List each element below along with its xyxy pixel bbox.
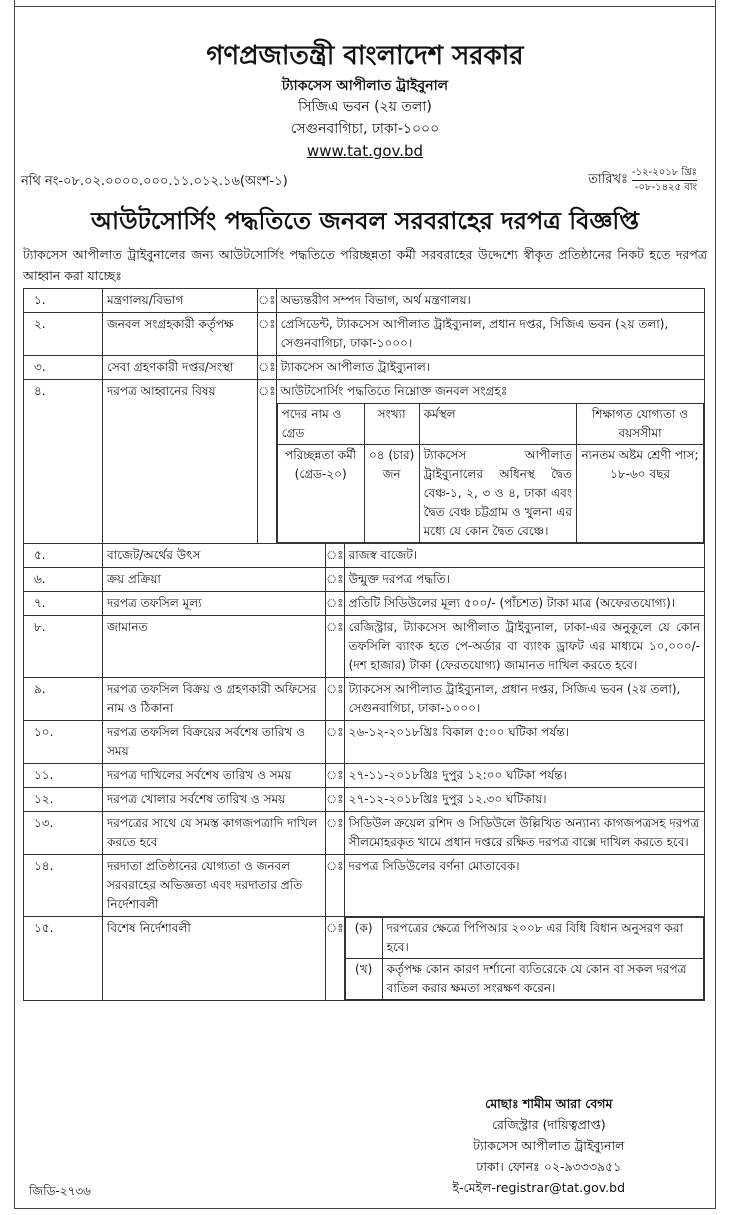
table-row — [24, 917, 705, 1001]
row-number: ৬. — [24, 568, 103, 592]
instruction-key: (খ) — [345, 959, 382, 1000]
row-number: ২. — [24, 313, 103, 356]
row-label: দরপত্র তফসিল বিক্রয় ও গ্রহণকারী অফিসের নাম ও ঠিকানা — [103, 678, 326, 721]
date-label: তারিখঃ — [588, 172, 628, 187]
row-colon: ঃ — [326, 764, 345, 788]
government-name: গণপ্রজাতন্ত্রী বাংলাদেশ সরকার — [206, 41, 524, 71]
row-label: দরপত্রের সাথে যে সমস্ত কাগজপত্রাদি দাখিল করতে হবে — [103, 812, 326, 855]
table-row — [24, 855, 705, 917]
row-colon: ঃ — [326, 788, 345, 812]
row-colon: ঃ — [326, 592, 345, 616]
row-number: ১০. — [24, 721, 103, 764]
row-value: অভ্যন্তরীণ সম্পদ বিভাগ, অর্থ মন্ত্রণালয়। — [276, 289, 704, 313]
file-number: নথি নং-০৮.০২.০০০০.০০০.১১.০১২.১৬(অংশ-১) — [21, 174, 288, 189]
row-label: দরপত্র দাখিলের সর্বশেষ তারিখ ও সময় — [103, 764, 326, 788]
instruction-key: (ক) — [345, 918, 382, 959]
row-colon: ঃ — [326, 917, 345, 1001]
post-table-row — [277, 445, 703, 543]
row-label: জামানত — [103, 616, 326, 678]
row-colon: ঃ — [326, 544, 345, 568]
header-post: পদের নাম ও গ্রেড — [277, 404, 364, 445]
row-label: সেবা গ্রহণকারী দপ্তর/সংস্থা — [103, 356, 258, 380]
row-label: দরপত্র তফসিল বিক্রয়ের সর্বশেষ তারিখ ও সময় — [103, 721, 326, 764]
office-name: ট্যাকসেস আপীলাত ট্রাইবুনাল — [281, 78, 449, 94]
row-value: ২৭-১২-২০১৮খ্রিঃ দুপুর ১২.৩০ ঘটিকায়। — [344, 788, 704, 812]
date-gregorian: -১২-২০১৮ খ্রিঃ — [632, 166, 697, 181]
table-row — [24, 289, 705, 313]
row-label: মন্ত্রণালয়/বিভাগ — [103, 289, 258, 313]
top-rule — [15, 0, 715, 7]
date-block — [588, 166, 697, 195]
notice-intro: ট্যাকসেস আপীলাত ট্রাইবুনালের জন্য আউটসোর্সিং পদ্ধতিতে পরিচ্ছন্নতা কর্মী সরবরাহের উদ্দেশ্যে স্বীকৃত প্রতিষ্ঠানের নিকট হতে দরপত্র আহ্বান করা যাচ্ছেঃ — [23, 247, 707, 283]
row-number: ১৪. — [24, 855, 103, 917]
instruction-text: কর্তৃপক্ষ কোন কারণ দর্শানো ব্যতিরেকে যে কোন বা সকল দরপত্র বাতিল করার ক্ষমতা সংরক্ষণ করেন। — [382, 959, 703, 1000]
signatory-office: ট্যাকসেস আপীলাত ট্রাইব্যুনাল — [473, 1138, 625, 1153]
post-count: ০৪ (চার) জন — [364, 445, 419, 543]
header-place: কর্মস্থল — [419, 404, 576, 445]
row-label: ক্রয় প্রক্রিয়া — [103, 568, 326, 592]
row-number: ১. — [24, 289, 103, 313]
post-table — [277, 403, 704, 543]
signatory-designation: রেজিস্ট্রার (দায়িত্বপ্রাপ্ত) — [491, 1117, 606, 1132]
signatory-name: মোছাঃ শামীম আরা বেগম — [485, 1096, 613, 1111]
row-value — [344, 917, 704, 1001]
row-value: ট্যাকসেস আপীলাত ট্রাইব্যুনাল, প্রধান দপ্তর, সিজিএ ভবন (২য় তলা), সেগুনবাগিচা, ঢাকা-১০০০। — [344, 678, 704, 721]
post-place: ট্যাকসেস আপীলাত ট্রাইব্যুনালের অধিনস্থ দ্বৈত বেঞ্চ-১, ২, ৩ ও ৪, ঢাকা এবং দ্বৈত বেঞ্চ চট্টগ্রাম ও খুলনা এর মধ্যে যে কোন দ্বৈত বেঞ্চে। — [419, 445, 576, 543]
table-row — [24, 568, 705, 592]
gd-number: জিডি-২৭৩৬ — [29, 1184, 91, 1198]
table-row — [24, 788, 705, 812]
row-number: ৪. — [24, 380, 103, 544]
row-label: বাজেট/অর্থের উৎস — [103, 544, 326, 568]
row-value — [276, 380, 704, 544]
table-row — [24, 678, 705, 721]
row-value: ট্যাকসেস আপীলাত ট্রাইব্যুনাল। — [276, 356, 704, 380]
instruction-item — [345, 959, 703, 1000]
row-number: ১২. — [24, 788, 103, 812]
building-name: সিজিএ ভবন (২য় তলা) — [298, 99, 432, 115]
notice-title: আউটসোর্সিং পদ্ধতিতে জনবল সরবরাহের দরপত্র বিজ্ঞপ্তি — [90, 207, 640, 235]
website-link[interactable]: www.tat.gov.bd — [306, 142, 424, 160]
row-colon: ঃ — [326, 568, 345, 592]
row-number: ৫. — [24, 544, 103, 568]
special-instructions — [345, 917, 704, 1000]
row-number: ৭. — [24, 592, 103, 616]
row-colon: ঃ — [326, 721, 345, 764]
signatory-email[interactable]: ই-মেইল-registrar@tat.gov.bd — [452, 1180, 625, 1195]
notice-page — [14, 0, 716, 1209]
table-row — [24, 313, 705, 356]
table-row — [24, 764, 705, 788]
row-number: ১৫. — [24, 917, 103, 1001]
table-row — [24, 356, 705, 380]
row-value: প্রেসিডেন্ট, ট্যাকসেস আপীলাত ট্রাইব্যুনাল, প্রধান দপ্তর, সিজিএ ভবন (২য় তলা), সেগুনবাগিচা, ঢাকা-১০০০। — [276, 313, 704, 356]
row-value: সিডিউল ক্রয়েল রশিদ ও সিডিউলে উল্লিখিত অন্যান্য কাগজপত্রসহ দরপত্র সীলমোহরকৃত খামে প্রধান দপ্তরে রক্ষিত দরপত্র বাক্সে দাখিল করতে হবে। — [344, 812, 704, 855]
date-bangla: -০৮-১৪২৫ বাং — [634, 182, 697, 193]
table-row — [24, 721, 705, 764]
header-count: সংখ্যা — [364, 404, 419, 445]
row-label: দরদাতা প্রতিষ্ঠানের যোগ্যতা ও জনবল সরবরাহের অভিজ্ঞতা এবং দরদাতার প্রতি নির্দেশাবলী — [103, 855, 326, 917]
table-row — [24, 544, 705, 568]
row-number: ৯. — [24, 678, 103, 721]
post-table-lead: আউটসোর্সিং পদ্ধতিতে নিম্নোক্ত জনবল সংগ্রহঃ — [280, 384, 508, 398]
row-value: রেজিস্ট্রার, ট্যাকসেস আপীলাত ট্রাইব্যুনাল, ঢাকা-এর অনুকূলে যে কোন তফসিলি ব্যাংক হতে পে-অর্ডার বা ব্যাংক ড্রাফট এর মাধ্যমে ১০,০০০/- (দশ হাজার) টাকা (ফেরতযোগ্য) জামানত দাখিল করতে হবে। — [344, 616, 704, 678]
row-colon: ঃ — [326, 855, 345, 917]
row-value: উন্মুক্ত দরপত্র পদ্ধতি। — [344, 568, 704, 592]
post-table-header — [277, 404, 703, 445]
row-value: দরপত্র সিডিউলের বর্ণনা মোতাবেক। — [344, 855, 704, 917]
reference-row — [15, 166, 715, 200]
row-number: ৩. — [24, 356, 103, 380]
row-colon: ঃ — [326, 616, 345, 678]
row-value: রাজস্ব বাজেট। — [344, 544, 704, 568]
instruction-item — [345, 918, 703, 959]
header-qualification: শিক্ষাগত যোগ্যতা ও বয়সসীমা — [577, 404, 704, 445]
header — [15, 40, 715, 162]
row-colon: ঃ — [326, 678, 345, 721]
row-label: দরপত্র আহ্বানের বিষয় — [103, 380, 258, 544]
row-number: ৮. — [24, 616, 103, 678]
table-row — [24, 616, 705, 678]
signatory-phone: ঢাকা। ফোনঃ ০২-৯৩৩৩৯৫১ — [476, 1159, 622, 1174]
row-label: দরপত্র তফসিল মূল্য — [103, 592, 326, 616]
row-value: প্রতিটি সিডিউলের মূল্য ৫০০/- (পাঁচশত) টাকা মাত্র (অফেরতযোগ্য)। — [344, 592, 704, 616]
row-colon: ঃ — [258, 313, 277, 356]
row-colon: ঃ — [258, 356, 277, 380]
office-address: সেগুনবাগিচা, ঢাকা-১০০০ — [290, 121, 440, 137]
table-row — [24, 812, 705, 855]
table-row — [24, 380, 705, 544]
row-colon: ঃ — [326, 812, 345, 855]
row-label: বিশেষ নির্দেশাবলী — [103, 917, 326, 1001]
row-label: জনবল সংগ্রহকারী কর্তৃপক্ষ — [103, 313, 258, 356]
post-name: পরিচ্ছন্নতা কর্মী (গ্রেড-২০) — [277, 445, 364, 543]
row-colon: ঃ — [258, 380, 277, 544]
row-number: ১১. — [24, 764, 103, 788]
row-value: ২৬-১২-২০১৮খ্রিঃ বিকাল ৫:০০ ঘটিকা পর্যন্ত। — [344, 721, 704, 764]
instruction-text: দরপত্রের ক্ষেত্রে পিপিআর ২০০৮ এর বিধি বিধান অনুসরণ করা হবে। — [382, 918, 703, 959]
row-label: দরপত্র খোলার সর্বশেষ তারিখ ও সময় — [103, 788, 326, 812]
post-qualification: ন্যনতম অষ্টম শ্রেণী পাস; ১৮-৬০ বছর — [577, 445, 704, 543]
row-number: ১৩. — [24, 812, 103, 855]
tender-table — [23, 288, 705, 544]
signature-block — [452, 1093, 625, 1198]
row-colon: ঃ — [258, 289, 277, 313]
tender-table-lower — [23, 543, 705, 1001]
table-row — [24, 592, 705, 616]
row-value: ২৭-১১-২০১৮খ্রিঃ দুপুর ১২:০০ ঘটিকা পর্যন্ত। — [344, 764, 704, 788]
